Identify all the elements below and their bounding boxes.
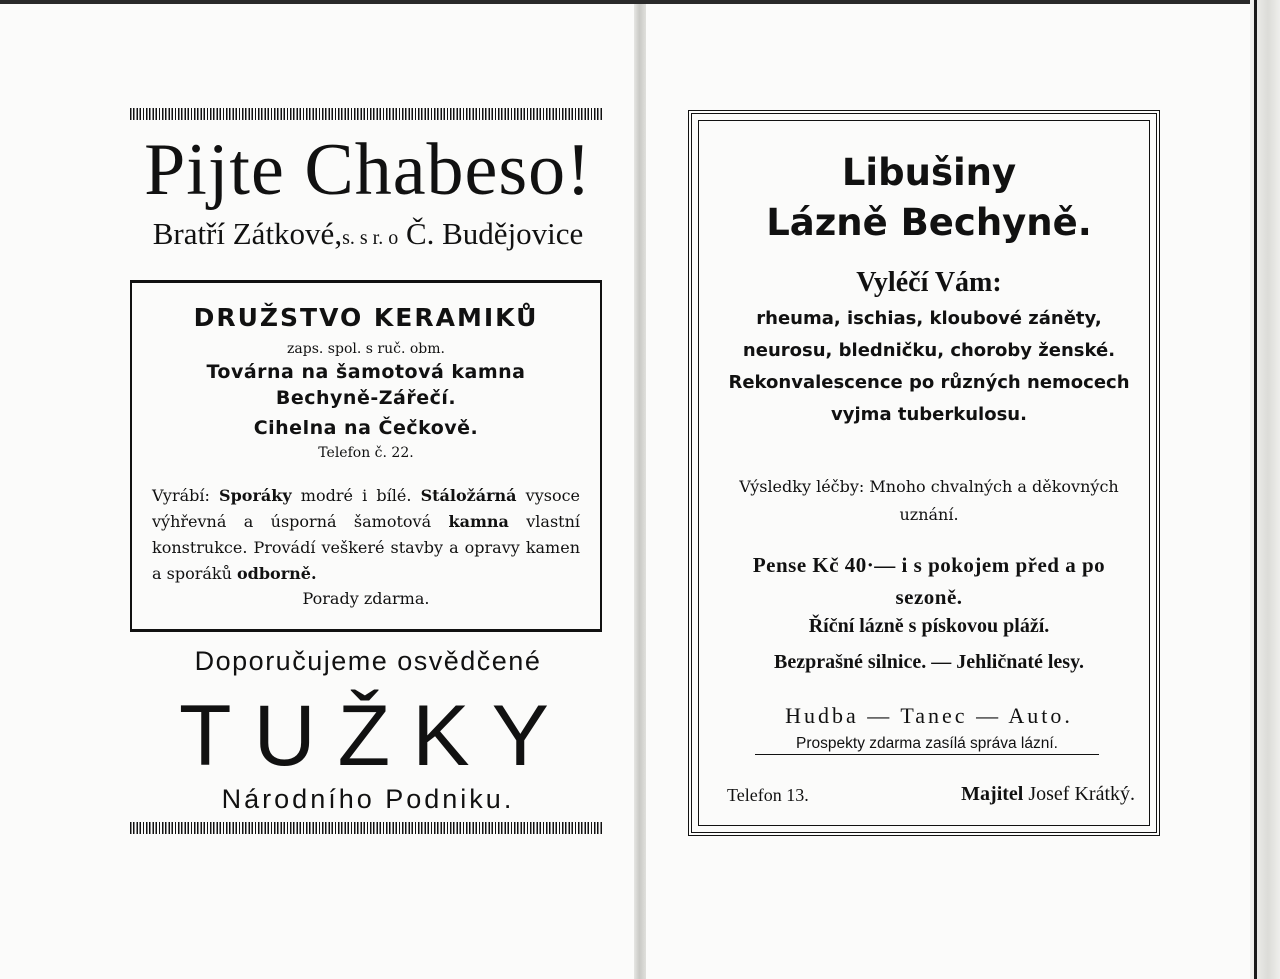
chabeso-headline: Pijte Chabeso! <box>144 129 592 211</box>
book-gutter <box>634 0 646 979</box>
roads-forests: Bezprašné silnice. — Jehličnaté lesy. <box>774 651 1084 673</box>
tuzky-word: TUŽKY <box>179 688 571 784</box>
desc-part: vysoce výhřevná a úsporná šamotová <box>152 486 581 531</box>
keramiku-factory: Továrna na šamotová kamna <box>206 361 526 383</box>
tuzky-maker: Národního Podniku. <box>221 784 515 814</box>
top-hatch-rule <box>130 108 602 120</box>
river-baths: Říční lázně s pískovou pláží. <box>808 615 1050 637</box>
keramiku-place: Bechyně-Zářečí. <box>275 387 457 409</box>
keramiku-advice: Porady zdarma. <box>302 589 430 608</box>
chabeso-company-line <box>128 214 608 258</box>
desc-part-bold: Sporáky <box>219 486 292 505</box>
desc-part-bold: odborně. <box>236 564 317 583</box>
keramiku-title: DRUŽSTVO KERAMIKŮ <box>193 303 539 332</box>
brochures-note: Prospekty zdarma zasílá správa lázní. <box>755 735 1099 755</box>
treatment-results: Výsledky léčby: Mnoho chvalných a děkovných uznání. <box>739 477 1119 524</box>
desc-part-bold: kamna <box>448 512 509 531</box>
bottom-hatch-rule <box>130 822 602 834</box>
keramiku-brickworks: Cihelna na Čečkově. <box>253 417 479 439</box>
lazne-title-line2: Lázně Bechyně. <box>766 201 1092 244</box>
owner-label: Majitel <box>961 783 1024 805</box>
top-edge <box>0 0 1280 4</box>
spa-owner <box>961 783 1135 806</box>
keramiku-description <box>152 483 580 587</box>
cures-heading: Vyléčí Vám: <box>856 267 1002 298</box>
desc-part: vlastní konstrukce. Provádí veškeré stavby a opravy kamen a sporáků <box>152 512 581 583</box>
company-form: s. s r. o <box>342 227 399 249</box>
keramiku-ad-box <box>130 280 602 632</box>
pension-price: Pense Kč 40·— i s pokojem před a po sezoně. <box>752 553 1106 609</box>
spa-phone: Telefon 13. <box>727 785 809 805</box>
owner-name: Josef Krátký. <box>1028 783 1135 805</box>
desc-part: Vyrábí: <box>152 486 220 505</box>
keramiku-phone: Telefon č. 22. <box>318 445 414 461</box>
lazne-inner-border <box>698 120 1150 826</box>
page-edge <box>1250 0 1280 979</box>
company-name: Bratří Zátkové, <box>152 216 343 251</box>
keramiku-registration: zaps. spol. s ruč. obm. <box>287 341 445 357</box>
desc-part: modré i bílé. <box>291 486 421 505</box>
cures-list: rheuma, ischias, kloubové záněty, neurosu, bledničku, choroby ženské. Rekonvalescence po různých nemocech vyjma tuberkulosu. <box>728 308 1130 425</box>
desc-part-bold: Stáložárná <box>420 486 517 505</box>
company-city: Č. Budějovice <box>405 216 584 251</box>
lazne-title-line1: Libušiny <box>841 151 1017 194</box>
amenities: Hudba — Tanec — Auto. <box>785 703 1073 728</box>
tuzky-recommend: Doporučujeme osvědčené <box>194 646 542 676</box>
lazne-ad-box <box>688 110 1160 836</box>
